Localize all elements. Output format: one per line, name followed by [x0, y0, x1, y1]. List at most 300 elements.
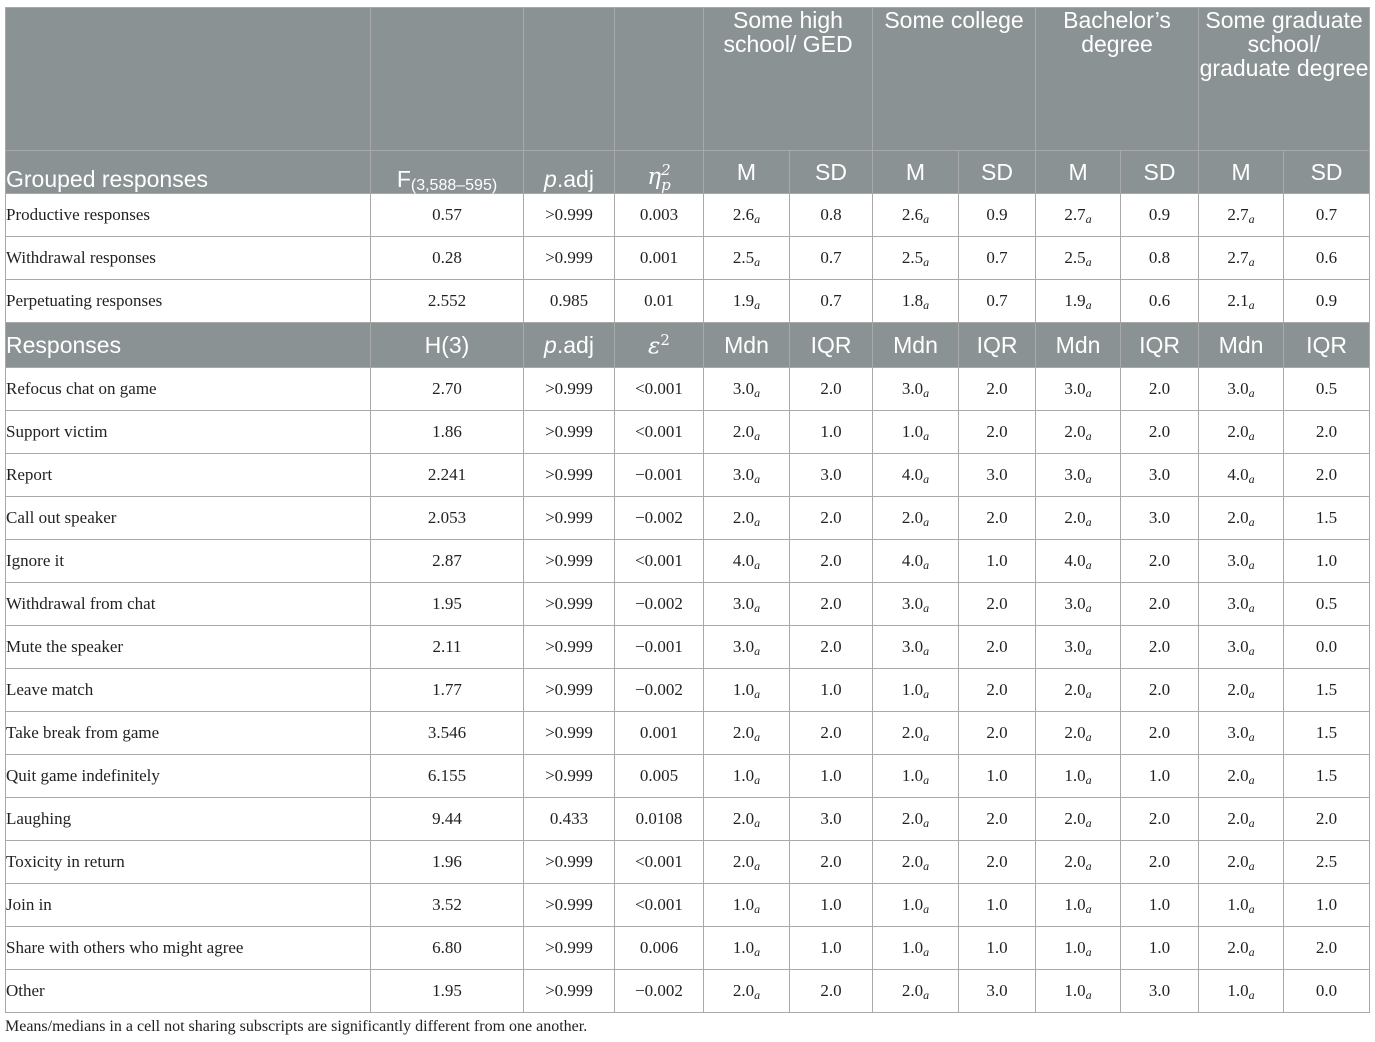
subscript-letter: a [1085, 212, 1092, 226]
central-value-cell [1036, 411, 1121, 454]
subscript-letter: a [923, 515, 930, 529]
table-row [6, 368, 1370, 411]
central-value: 1.0 [1227, 981, 1249, 1000]
central-value: 2.6 [732, 205, 755, 224]
subscript-letter: a [1085, 601, 1092, 615]
central-value-cell [873, 927, 959, 970]
p-adj-value: >0.999 [524, 669, 615, 712]
subscript-letter: a [754, 859, 761, 873]
subscript-letter: a [1248, 687, 1255, 701]
table-row [6, 194, 1370, 237]
central-value: 1.0 [1064, 895, 1086, 914]
subscript-letter: a [923, 902, 930, 916]
p-adj-value: >0.999 [524, 411, 615, 454]
central-value-cell [1199, 712, 1284, 755]
central-value-cell [1199, 411, 1284, 454]
central-value-cell [873, 626, 959, 669]
stat-value: 1.95 [371, 583, 524, 626]
subscript-letter: a [1248, 859, 1255, 873]
sd-header: SD [790, 151, 873, 194]
p-adj-value: >0.999 [524, 626, 615, 669]
stat-value: 6.80 [371, 927, 524, 970]
spread-value: 1.0 [790, 927, 873, 970]
central-value-cell [1199, 454, 1284, 497]
central-value-cell [873, 411, 959, 454]
spread-value: 1.5 [1284, 712, 1370, 755]
central-value-cell [873, 497, 959, 540]
central-value: 2.6 [901, 205, 924, 224]
table-footnote: Means/medians in a cell not sharing subscripts are significantly different from one another. [5, 1018, 588, 1035]
central-value: 3.0 [732, 465, 755, 484]
subscript-letter: a [1248, 730, 1255, 744]
subscript-letter: a [754, 386, 761, 400]
spread-value: 0.5 [1284, 368, 1370, 411]
row-label: Productive responses [6, 194, 371, 237]
central-value-cell [704, 755, 790, 798]
table-row [6, 540, 1370, 583]
spread-value: 2.0 [790, 841, 873, 884]
effect-size-value: <0.001 [615, 841, 704, 884]
central-value-cell [704, 841, 790, 884]
spread-value: 3.0 [790, 454, 873, 497]
central-value-cell [1199, 970, 1284, 1013]
p-adj-value: 0.985 [524, 280, 615, 323]
central-value: 3.0 [901, 379, 924, 398]
stat-value: 2.11 [371, 626, 524, 669]
iqr-header: IQR [1284, 323, 1370, 368]
subscript-letter: a [923, 472, 930, 486]
spread-value: 0.7 [790, 280, 873, 323]
central-value-cell [704, 583, 790, 626]
subscript-letter: a [754, 429, 761, 443]
row-label: Withdrawal from chat [6, 583, 371, 626]
stat-value: 2.053 [371, 497, 524, 540]
stat-value: 2.241 [371, 454, 524, 497]
central-value-cell [704, 927, 790, 970]
spread-value: 2.0 [1121, 669, 1199, 712]
table-row [6, 497, 1370, 540]
subscript-letter: a [1085, 773, 1092, 787]
effect-size-value: −0.002 [615, 497, 704, 540]
subscript-letter: a [923, 386, 930, 400]
central-value-cell [704, 280, 790, 323]
central-value: 1.0 [901, 766, 924, 785]
eta-squared-header: η 2 p [615, 151, 704, 194]
p-adj-value: >0.999 [524, 454, 615, 497]
subscript-letter: a [1085, 730, 1092, 744]
spread-value: 0.9 [1121, 194, 1199, 237]
spread-value: 2.0 [1284, 927, 1370, 970]
central-value: 3.0 [1227, 551, 1249, 570]
central-value: 4.0 [1227, 465, 1249, 484]
subscript-letter: a [923, 988, 930, 1002]
subscript-letter: a [1085, 859, 1092, 873]
effect-size-value: <0.001 [615, 411, 704, 454]
responses-body [6, 368, 1370, 1013]
spread-value: 2.0 [959, 712, 1036, 755]
row-label: Toxicity in return [6, 841, 371, 884]
spread-value: 2.0 [1121, 841, 1199, 884]
header-blank-cell [615, 8, 704, 151]
central-value: 1.9 [1064, 291, 1086, 310]
median-header: Mdn [704, 323, 790, 368]
spread-value: 3.0 [959, 970, 1036, 1013]
subscript-letter: a [923, 601, 930, 615]
central-value: 1.0 [732, 938, 755, 957]
iqr-header: IQR [790, 323, 873, 368]
subscript-letter: a [923, 945, 930, 959]
median-header: Mdn [1036, 323, 1121, 368]
central-value: 2.0 [1227, 766, 1249, 785]
stat-value: 3.52 [371, 884, 524, 927]
central-value: 1.0 [901, 422, 924, 441]
central-value: 2.0 [901, 723, 924, 742]
central-value-cell [873, 583, 959, 626]
central-value-cell [1199, 497, 1284, 540]
effect-size-value: 0.005 [615, 755, 704, 798]
p-adj-value: >0.999 [524, 583, 615, 626]
stat-value: 1.77 [371, 669, 524, 712]
subscript-letter: a [1085, 945, 1092, 959]
table-row [6, 280, 1370, 323]
spread-value: 2.5 [1284, 841, 1370, 884]
central-value-cell [1036, 927, 1121, 970]
spread-value: 2.0 [790, 497, 873, 540]
p-adj-value: >0.999 [524, 841, 615, 884]
subscript-letter: a [1085, 902, 1092, 916]
subscript-letter: a [1248, 773, 1255, 787]
central-value-cell [1199, 583, 1284, 626]
central-value-cell [1036, 755, 1121, 798]
p-adj-value: >0.999 [524, 194, 615, 237]
p-adj-value: >0.999 [524, 755, 615, 798]
central-value-cell [1199, 194, 1284, 237]
row-label: Mute the speaker [6, 626, 371, 669]
stat-value: 6.155 [371, 755, 524, 798]
table-row [6, 583, 1370, 626]
spread-value: 1.0 [1284, 884, 1370, 927]
spread-value: 1.5 [1284, 755, 1370, 798]
subscript-letter: a [754, 472, 761, 486]
spread-value: 1.0 [959, 755, 1036, 798]
central-value-cell [1199, 368, 1284, 411]
subscript-letter: a [1248, 988, 1255, 1002]
central-value-cell [1036, 884, 1121, 927]
subscript-letter: a [754, 212, 761, 226]
central-value: 1.0 [732, 680, 755, 699]
central-value-cell [704, 669, 790, 712]
central-value: 2.0 [732, 422, 755, 441]
grouped-responses-body [6, 194, 1370, 323]
mean-header: M [1199, 151, 1284, 194]
spread-value: 1.0 [790, 411, 873, 454]
central-value: 3.0 [1227, 723, 1249, 742]
spread-value: 0.8 [1121, 237, 1199, 280]
subscript-letter: a [1248, 429, 1255, 443]
central-value: 3.0 [732, 379, 755, 398]
central-value-cell [873, 237, 959, 280]
central-value-cell [1036, 712, 1121, 755]
row-label: Report [6, 454, 371, 497]
mean-header: M [1036, 151, 1121, 194]
central-value-cell [1036, 497, 1121, 540]
spread-value: 2.0 [959, 841, 1036, 884]
central-value: 2.0 [1064, 508, 1086, 527]
central-value: 2.0 [1064, 680, 1086, 699]
spread-value: 3.0 [790, 798, 873, 841]
effect-size-value: <0.001 [615, 540, 704, 583]
subscript-letter: a [923, 558, 930, 572]
stat-value: 1.86 [371, 411, 524, 454]
row-label: Refocus chat on game [6, 368, 371, 411]
subscript-letter: a [923, 687, 930, 701]
sd-header: SD [959, 151, 1036, 194]
p-adj-value: >0.999 [524, 237, 615, 280]
effect-size-value: <0.001 [615, 368, 704, 411]
subscript-letter: a [1085, 816, 1092, 830]
spread-value: 2.0 [1284, 411, 1370, 454]
central-value: 2.1 [1227, 291, 1249, 310]
sd-header: SD [1121, 151, 1199, 194]
central-value-cell [704, 540, 790, 583]
spread-value: 0.7 [959, 237, 1036, 280]
row-label: Laughing [6, 798, 371, 841]
spread-value: 0.7 [959, 280, 1036, 323]
header-blank-cell [524, 8, 615, 151]
central-value-cell [1036, 970, 1121, 1013]
central-value: 3.0 [901, 594, 924, 613]
spread-value: 2.0 [1121, 411, 1199, 454]
effect-size-value: <0.001 [615, 884, 704, 927]
subscript-letter: a [754, 298, 761, 312]
subscript-letter: a [1085, 644, 1092, 658]
spread-value: 2.0 [959, 626, 1036, 669]
effect-size-value: 0.0108 [615, 798, 704, 841]
spread-value: 2.0 [790, 368, 873, 411]
central-value: 1.0 [1227, 895, 1249, 914]
central-value: 3.0 [732, 637, 755, 656]
central-value-cell [704, 194, 790, 237]
sd-header: SD [1284, 151, 1370, 194]
central-value: 4.0 [901, 465, 924, 484]
spread-value: 1.0 [1121, 755, 1199, 798]
spread-value: 0.0 [1284, 626, 1370, 669]
central-value: 4.0 [1064, 551, 1086, 570]
p-adj-header: p.adj [524, 151, 615, 194]
spread-value: 0.6 [1284, 237, 1370, 280]
central-value-cell [873, 798, 959, 841]
row-label: Quit game indefinitely [6, 755, 371, 798]
spread-value: 2.0 [1121, 798, 1199, 841]
spread-value: 2.0 [959, 669, 1036, 712]
subscript-letter: a [754, 687, 761, 701]
spread-value: 2.0 [1121, 583, 1199, 626]
central-value-cell [1199, 798, 1284, 841]
central-value: 2.0 [732, 508, 755, 527]
table-row [6, 884, 1370, 927]
central-value-cell [1036, 280, 1121, 323]
subscript-letter: a [923, 429, 930, 443]
subscript-letter: a [1085, 988, 1092, 1002]
central-value-cell [1199, 626, 1284, 669]
central-value-cell [873, 970, 959, 1013]
central-value-cell [704, 970, 790, 1013]
subscript-letter: a [923, 255, 930, 269]
central-value: 1.0 [1064, 938, 1086, 957]
subscript-letter: a [923, 644, 930, 658]
p-adj-value: >0.999 [524, 712, 615, 755]
table-row [6, 755, 1370, 798]
spread-value: 2.0 [790, 583, 873, 626]
subscript-letter: a [1248, 298, 1255, 312]
central-value: 2.0 [1227, 680, 1249, 699]
effect-size-value: −0.001 [615, 454, 704, 497]
central-value: 1.9 [732, 291, 755, 310]
central-value-cell [873, 669, 959, 712]
spread-value: 2.0 [790, 626, 873, 669]
central-value-cell [704, 626, 790, 669]
central-value: 2.0 [1227, 508, 1249, 527]
p-adj-value: 0.433 [524, 798, 615, 841]
central-value: 2.0 [901, 852, 924, 871]
central-value: 2.5 [1064, 248, 1086, 267]
spread-value: 0.6 [1121, 280, 1199, 323]
spread-value: 2.0 [790, 712, 873, 755]
central-value-cell [873, 841, 959, 884]
subscript-letter: a [923, 212, 930, 226]
subscript-letter: a [754, 515, 761, 529]
spread-value: 2.0 [959, 411, 1036, 454]
spread-value: 0.5 [1284, 583, 1370, 626]
central-value-cell [704, 411, 790, 454]
effect-size-value: 0.001 [615, 237, 704, 280]
subscript-letter: a [1085, 687, 1092, 701]
stat-value: 0.28 [371, 237, 524, 280]
spread-value: 0.7 [1284, 194, 1370, 237]
row-label: Join in [6, 884, 371, 927]
subscript-letter: a [754, 601, 761, 615]
mean-header: M [873, 151, 959, 194]
h-statistic-header: H(3) [371, 323, 524, 368]
central-value: 3.0 [1227, 594, 1249, 613]
central-value: 1.0 [901, 938, 924, 957]
subscript-letter: a [754, 988, 761, 1002]
spread-value: 3.0 [1121, 970, 1199, 1013]
iqr-header: IQR [1121, 323, 1199, 368]
central-value-cell [704, 798, 790, 841]
spread-value: 2.0 [959, 497, 1036, 540]
table-row [6, 237, 1370, 280]
subscript-letter: a [1085, 386, 1092, 400]
stat-value: 0.57 [371, 194, 524, 237]
central-value-cell [873, 280, 959, 323]
row-label: Share with others who might agree [6, 927, 371, 970]
edu-group-header: Some high school/ GED [704, 8, 873, 151]
stat-value: 2.70 [371, 368, 524, 411]
central-value-cell [1036, 626, 1121, 669]
effect-size-value: 0.01 [615, 280, 704, 323]
row-label: Perpetuating responses [6, 280, 371, 323]
central-value-cell [704, 884, 790, 927]
table-row [6, 411, 1370, 454]
central-value-cell [1036, 841, 1121, 884]
subscript-letter: a [754, 902, 761, 916]
central-value-cell [704, 497, 790, 540]
subscript-letter: a [923, 730, 930, 744]
spread-value: 2.0 [790, 540, 873, 583]
subscript-letter: a [1248, 902, 1255, 916]
subscript-letter: a [1085, 298, 1092, 312]
p-adj-header: p.adj [524, 323, 615, 368]
subscript-letter: a [1248, 558, 1255, 572]
spread-value: 2.0 [959, 798, 1036, 841]
subscript-letter: a [1248, 515, 1255, 529]
p-adj-value: >0.999 [524, 368, 615, 411]
row-label: Ignore it [6, 540, 371, 583]
effect-size-value: −0.002 [615, 970, 704, 1013]
central-value-cell [873, 755, 959, 798]
effect-size-value: 0.001 [615, 712, 704, 755]
stat-value: 1.95 [371, 970, 524, 1013]
central-value-cell [704, 454, 790, 497]
central-value: 2.7 [1227, 205, 1249, 224]
effect-size-value: −0.002 [615, 669, 704, 712]
epsilon-squared-header: $\varepsilon^2$ [615, 323, 704, 368]
row-label: Call out speaker [6, 497, 371, 540]
p-adj-value: >0.999 [524, 497, 615, 540]
spread-value: 0.9 [1284, 280, 1370, 323]
central-value-cell [1036, 798, 1121, 841]
subscript-letter: a [754, 255, 761, 269]
p-adj-value: >0.999 [524, 927, 615, 970]
central-value-cell [1036, 540, 1121, 583]
spread-value: 1.0 [1284, 540, 1370, 583]
spread-value: 2.0 [1284, 454, 1370, 497]
spread-value: 2.0 [1121, 540, 1199, 583]
central-value-cell [873, 712, 959, 755]
stat-value: 9.44 [371, 798, 524, 841]
row-label: Take break from game [6, 712, 371, 755]
iqr-header: IQR [959, 323, 1036, 368]
subscript-letter: a [1085, 429, 1092, 443]
central-value: 3.0 [1064, 465, 1086, 484]
central-value-cell [1199, 237, 1284, 280]
central-value: 1.0 [1064, 981, 1086, 1000]
subscript-letter: a [754, 945, 761, 959]
central-value: 3.0 [1064, 379, 1086, 398]
central-value-cell [1036, 669, 1121, 712]
central-value: 2.0 [901, 508, 924, 527]
central-value: 2.0 [732, 981, 755, 1000]
row-label: Support victim [6, 411, 371, 454]
spread-value: 1.0 [790, 669, 873, 712]
central-value: 2.5 [901, 248, 924, 267]
table-row [6, 798, 1370, 841]
central-value-cell [1036, 454, 1121, 497]
spread-value: 2.0 [959, 583, 1036, 626]
central-value: 3.0 [1064, 594, 1086, 613]
central-value: 2.0 [1064, 422, 1086, 441]
subscript-letter: a [1248, 644, 1255, 658]
spread-value: 2.0 [790, 970, 873, 1013]
stat-value: 1.96 [371, 841, 524, 884]
spread-value: 1.0 [790, 755, 873, 798]
central-value: 1.8 [901, 291, 924, 310]
subscript-letter: a [1085, 515, 1092, 529]
p-adj-value: >0.999 [524, 540, 615, 583]
central-value: 2.0 [901, 981, 924, 1000]
p-adj-value: >0.999 [524, 884, 615, 927]
